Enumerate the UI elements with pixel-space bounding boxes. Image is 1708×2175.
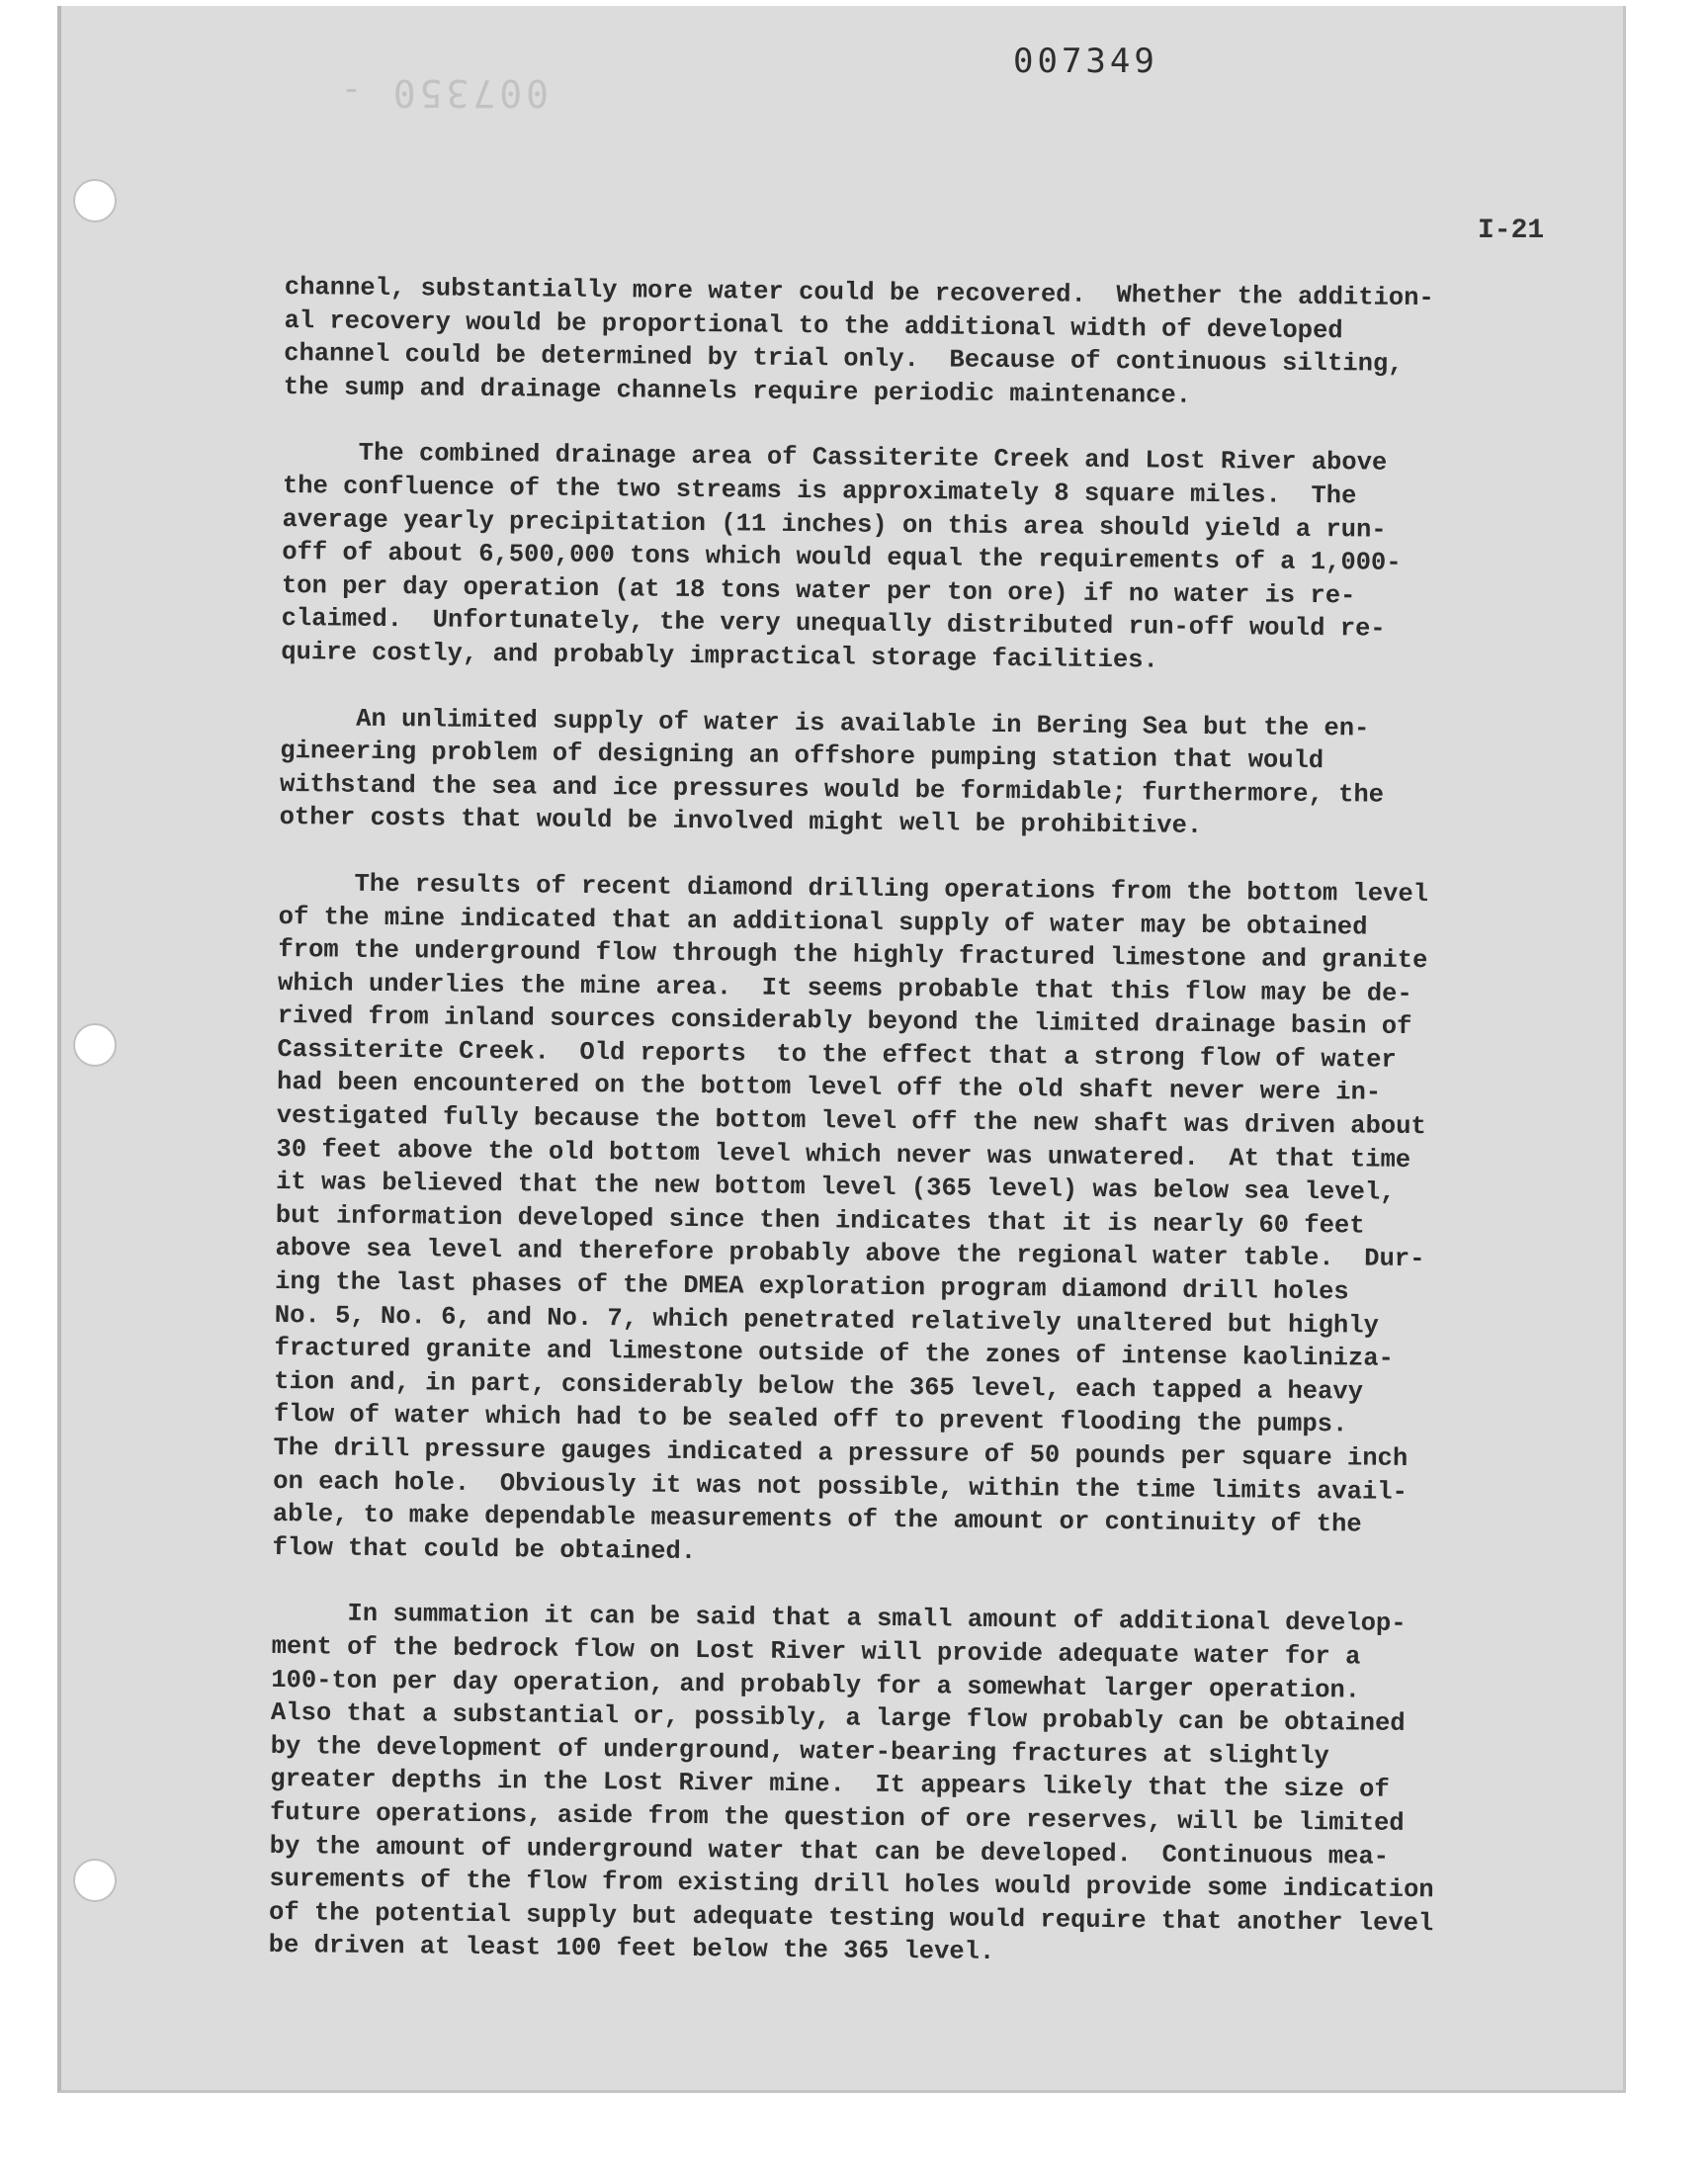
paragraph-2: The combined drainage area of Cassiterite Creek and Lost River above the confluence of the two streams is approximately 8 square miles. The average yearly precipitation (11 inches) on this area should yield a run- off of about 6,500,000 tons which would equal the requirements of a 1,000- ton per day operation (at 18 tons water per ton ore) if no water is re- claimed. Unfortunately, the very unequally distributed run-off would re- quire costly, and probably impractical storage facilities. <box>281 438 1402 675</box>
paragraph-4: The results of recent diamond drilling operations from the bottom level of the mine indicated that an additional supply of water may be obtained from the underground flow through the highly fractured limestone and granite which underlies the mine area. It seems probable that this flow may be de- rived from inland sources considerably beyond the limited drainage basin of Cassiterite Creek. Old reports to the effect that a strong flow of water had been encountered on the bottom level off the old shaft never were in- vestigated fully because the bottom level off the new shaft was driven about 30 feet above the old bottom level which never was unwatered. At that time it was believed that the new bottom level (365 level) was below sea level, but information developed since then indicates that it is nearly 60 feet above sea level and therefore probably above the regional water table. Dur- ing the last phases of the DMEA exploration program diamond drill holes No. 5, No. 6, and No. 7, which penetrated relatively unaltered but highly fractured granite and limestone outside of the zones of intense kaoliniza- tion and, in part, considerably below the 365 level, each tapped a heavy flow of water which had to be sealed off to prevent flooding the pumps. The drill pressure gauges indicated a pressure of 50 pounds per square inch on each hole. Obviously it was not possible, within the time limits avail- able, to make dependable measurements of the amount or continuity of the flow that could be obtained. <box>272 868 1429 1566</box>
punch-hole-top <box>73 179 117 222</box>
paragraph-1: channel, substantially more water could be recovered. Whether the addition- al recovery would be proportional to the additional width of developed channel could be determined by trial only. Because of continuous silting, the sump and drainage channels require periodic maintenance. <box>283 272 1434 410</box>
page-number: I-21 <box>1478 216 1545 246</box>
document-stamp-number: 007349 <box>1013 42 1158 81</box>
paragraph-3: An unlimited supply of water is available in Bering Sea but the en- gineering problem of designing an offshore pumping station that would withstand the sea and ice pressures would be formidable; furthermore, the other costs that would be involved might well be prohibitive. <box>279 703 1385 841</box>
bleed-through-stamp: 007350 - <box>336 71 550 115</box>
punch-hole-middle <box>73 1023 117 1067</box>
paragraph-5: In summation it can be said that a small amount of additional develop- ment of the bedrock flow on Lost River will provide adequate water for a 100-ton per day operation, and probably for a somewhat larger operation. Also that a substantial or, possibly, a large flow probably can be obtained by the development of underground, water-bearing fractures at slightly greater depths in the Lost River mine. It appears likely that the size of future operations, aside from the question of ore reserves, will be limited by the amount of underground water that can be developed. Continuous mea- surements of the flow from existing drill holes would provide some indication of the potential supply but adequate testing would require that another level be driven at least 100 feet below the 365 level. <box>268 1599 1434 1967</box>
body-text <box>268 271 1560 2007</box>
punch-hole-bottom <box>73 1859 117 1902</box>
